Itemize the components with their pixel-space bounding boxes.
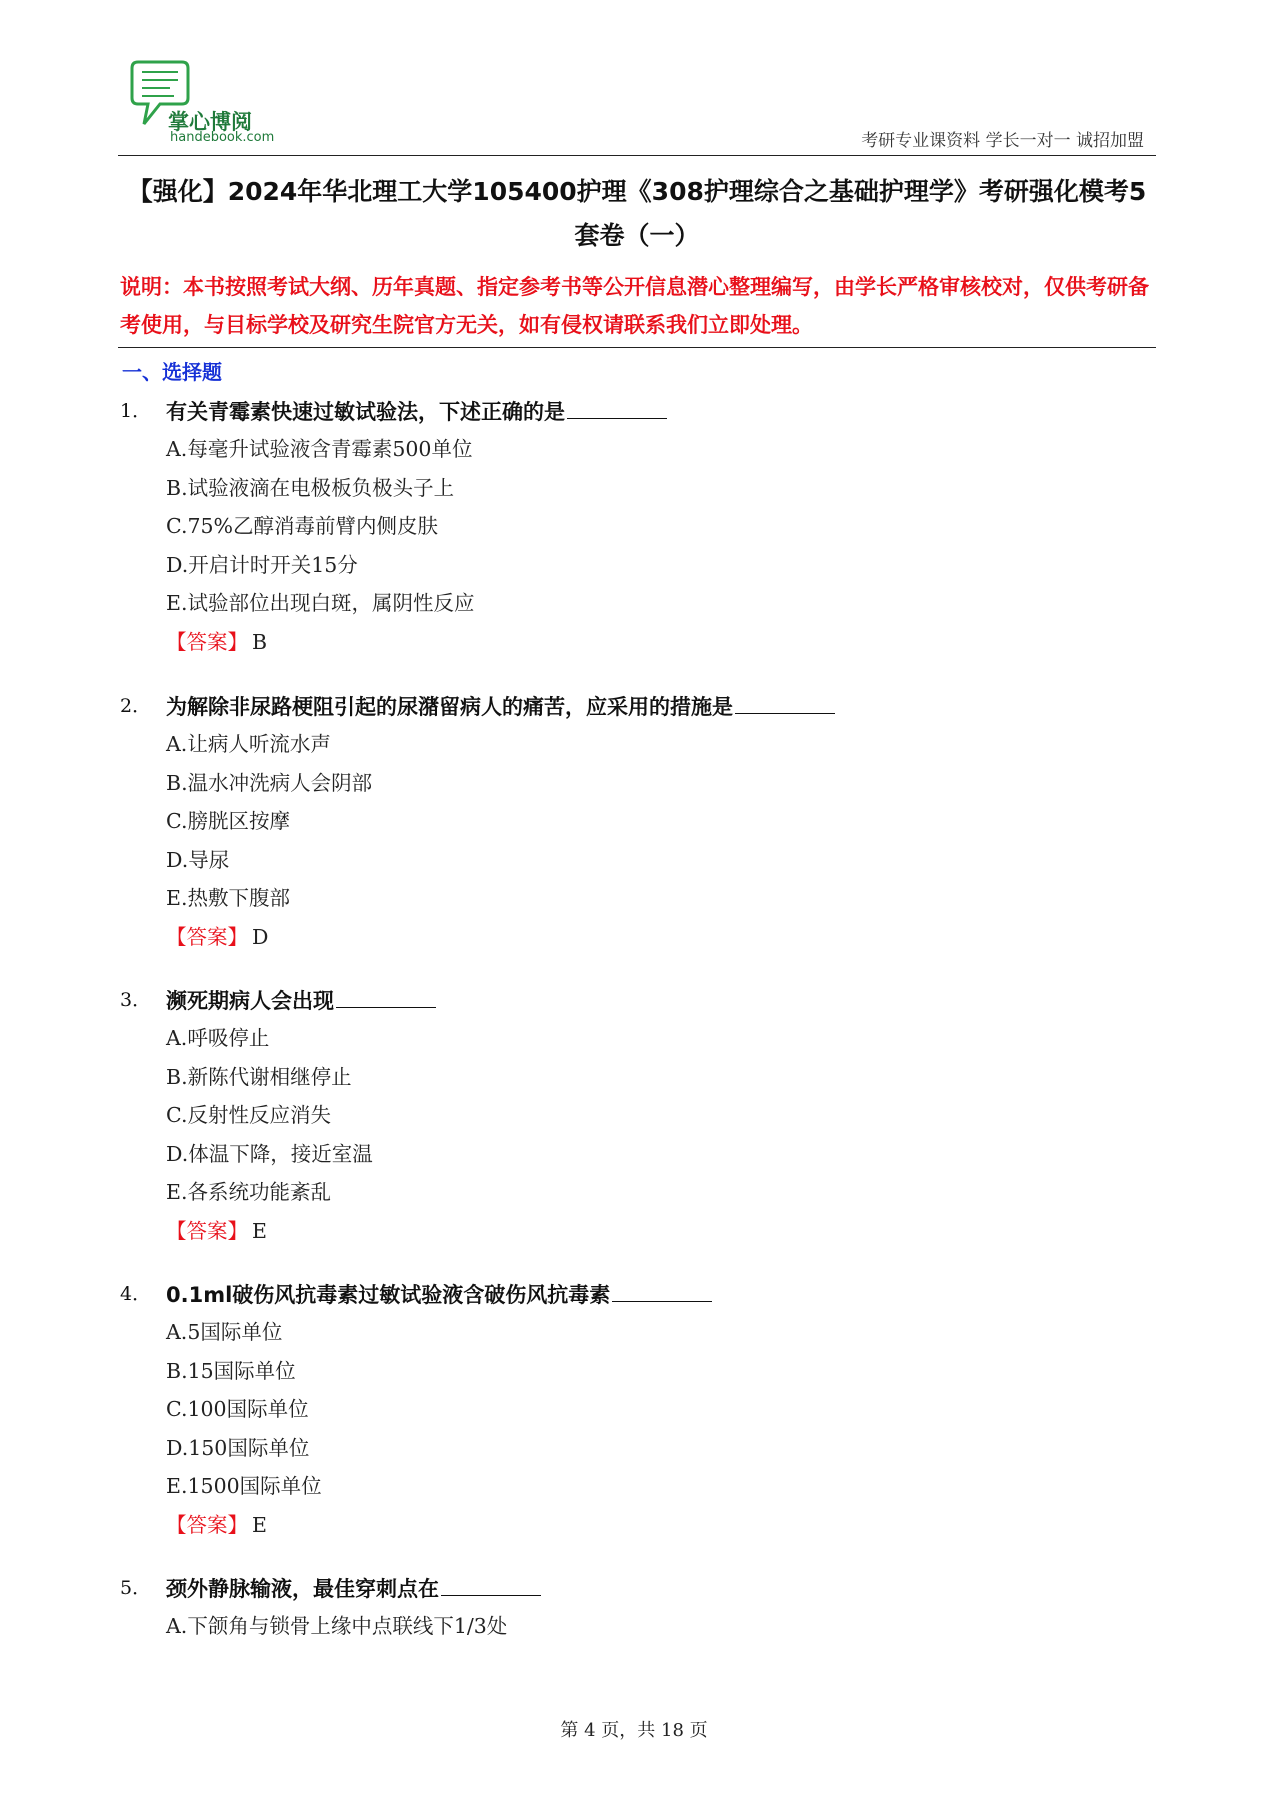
option-a: A.呼吸停止 <box>166 1026 270 1050</box>
question-stem <box>120 687 1150 725</box>
answer-blank <box>612 1275 712 1302</box>
disclaimer-notice: 说明：本书按照考试大纲、历年真题、指定参考书等公开信息潜心整理编写，由学长严格审核校对，仅供考研备考使用，与目标学校及研究生院官方无关，如有侵权请联系我们立即处理。 <box>120 275 1149 337</box>
answer-value: E <box>252 1218 267 1243</box>
question-2 <box>120 687 1150 956</box>
option-e: E.热敷下腹部 <box>166 886 290 910</box>
answer-line <box>120 623 1150 661</box>
answer-label: 【答案】 <box>166 1512 248 1537</box>
option-b: B.试验液滴在电极板负极头子上 <box>166 475 455 500</box>
answer-value: D <box>252 924 269 949</box>
question-text: 0.1ml破伤风抗毒素过敏试验液含破伤风抗毒素 <box>166 1283 611 1307</box>
document-title: 【强化】2024年华北理工大学105400护理《308护理综合之基础护理学》考研强化模考5套卷（一） <box>127 177 1147 250</box>
option-e: E.各系统功能紊乱 <box>166 1180 331 1204</box>
option-a: A.让病人听流水声 <box>166 732 331 756</box>
answer-blank <box>336 981 436 1008</box>
logo-url: handebook.com <box>170 130 275 145</box>
option-a: A.下颌角与锁骨上缘中点联线下1/3处 <box>166 1614 508 1638</box>
option-b: B.15国际单位 <box>166 1358 296 1383</box>
option-c: C.100国际单位 <box>166 1397 309 1421</box>
question-stem <box>120 1275 1150 1313</box>
question-stem <box>120 1569 1150 1607</box>
option-a: A.5国际单位 <box>166 1320 283 1344</box>
question-5 <box>120 1569 1150 1646</box>
option-d: D.导尿 <box>166 847 230 872</box>
logo-text: 掌心博阅 <box>168 110 252 134</box>
option-e: E.试验部位出现白斑，属阴性反应 <box>166 591 475 615</box>
answer-label: 【答案】 <box>166 924 248 949</box>
question-3 <box>120 981 1150 1250</box>
section-title: 一、选择题 <box>122 360 222 384</box>
question-4 <box>120 1275 1150 1544</box>
question-number: 3． <box>120 989 152 1011</box>
question-text: 濒死期病人会出现 <box>166 989 334 1013</box>
page-footer: 第 4 页，共 18 页 <box>560 1720 708 1741</box>
question-text: 为解除非尿路梗阻引起的尿潴留病人的痛苦，应采用的措施是 <box>166 695 733 719</box>
notice-divider <box>118 347 1156 348</box>
option-a: A.每毫升试验液含青霉素500单位 <box>166 437 473 461</box>
answer-blank <box>735 687 835 714</box>
option-b: B.新陈代谢相继停止 <box>166 1064 352 1089</box>
header-divider <box>118 155 1156 156</box>
answer-line <box>120 1506 1150 1544</box>
answer-line <box>120 1212 1150 1250</box>
answer-value: E <box>252 1512 267 1537</box>
option-d: D.150国际单位 <box>166 1435 310 1460</box>
question-stem <box>120 981 1150 1019</box>
option-e: E.1500国际单位 <box>166 1474 322 1498</box>
answer-label: 【答案】 <box>166 629 248 654</box>
question-text: 颈外静脉输液，最佳穿刺点在 <box>166 1577 439 1601</box>
option-c: C.膀胱区按摩 <box>166 809 290 833</box>
question-number: 2． <box>120 695 152 717</box>
question-1 <box>120 392 1150 661</box>
option-d: D.开启计时开关15分 <box>166 552 358 577</box>
answer-blank <box>567 392 667 419</box>
option-d: D.体温下降，接近室温 <box>166 1141 373 1166</box>
question-number: 4． <box>120 1283 152 1305</box>
question-text: 有关青霉素快速过敏试验法，下述正确的是 <box>166 400 565 424</box>
option-c: C.反射性反应消失 <box>166 1103 331 1127</box>
header-slogan: 考研专业课资料 学长一对一 诚招加盟 <box>861 131 1144 151</box>
question-number: 1． <box>120 400 152 422</box>
question-stem <box>120 392 1150 430</box>
answer-line <box>120 918 1150 956</box>
answer-label: 【答案】 <box>166 1218 248 1243</box>
question-number: 5． <box>120 1577 152 1599</box>
answer-value: B <box>252 629 268 654</box>
option-b: B.温水冲洗病人会阴部 <box>166 770 373 795</box>
option-c: C.75%乙醇消毒前臂内侧皮肤 <box>166 514 439 538</box>
answer-blank <box>441 1569 541 1596</box>
